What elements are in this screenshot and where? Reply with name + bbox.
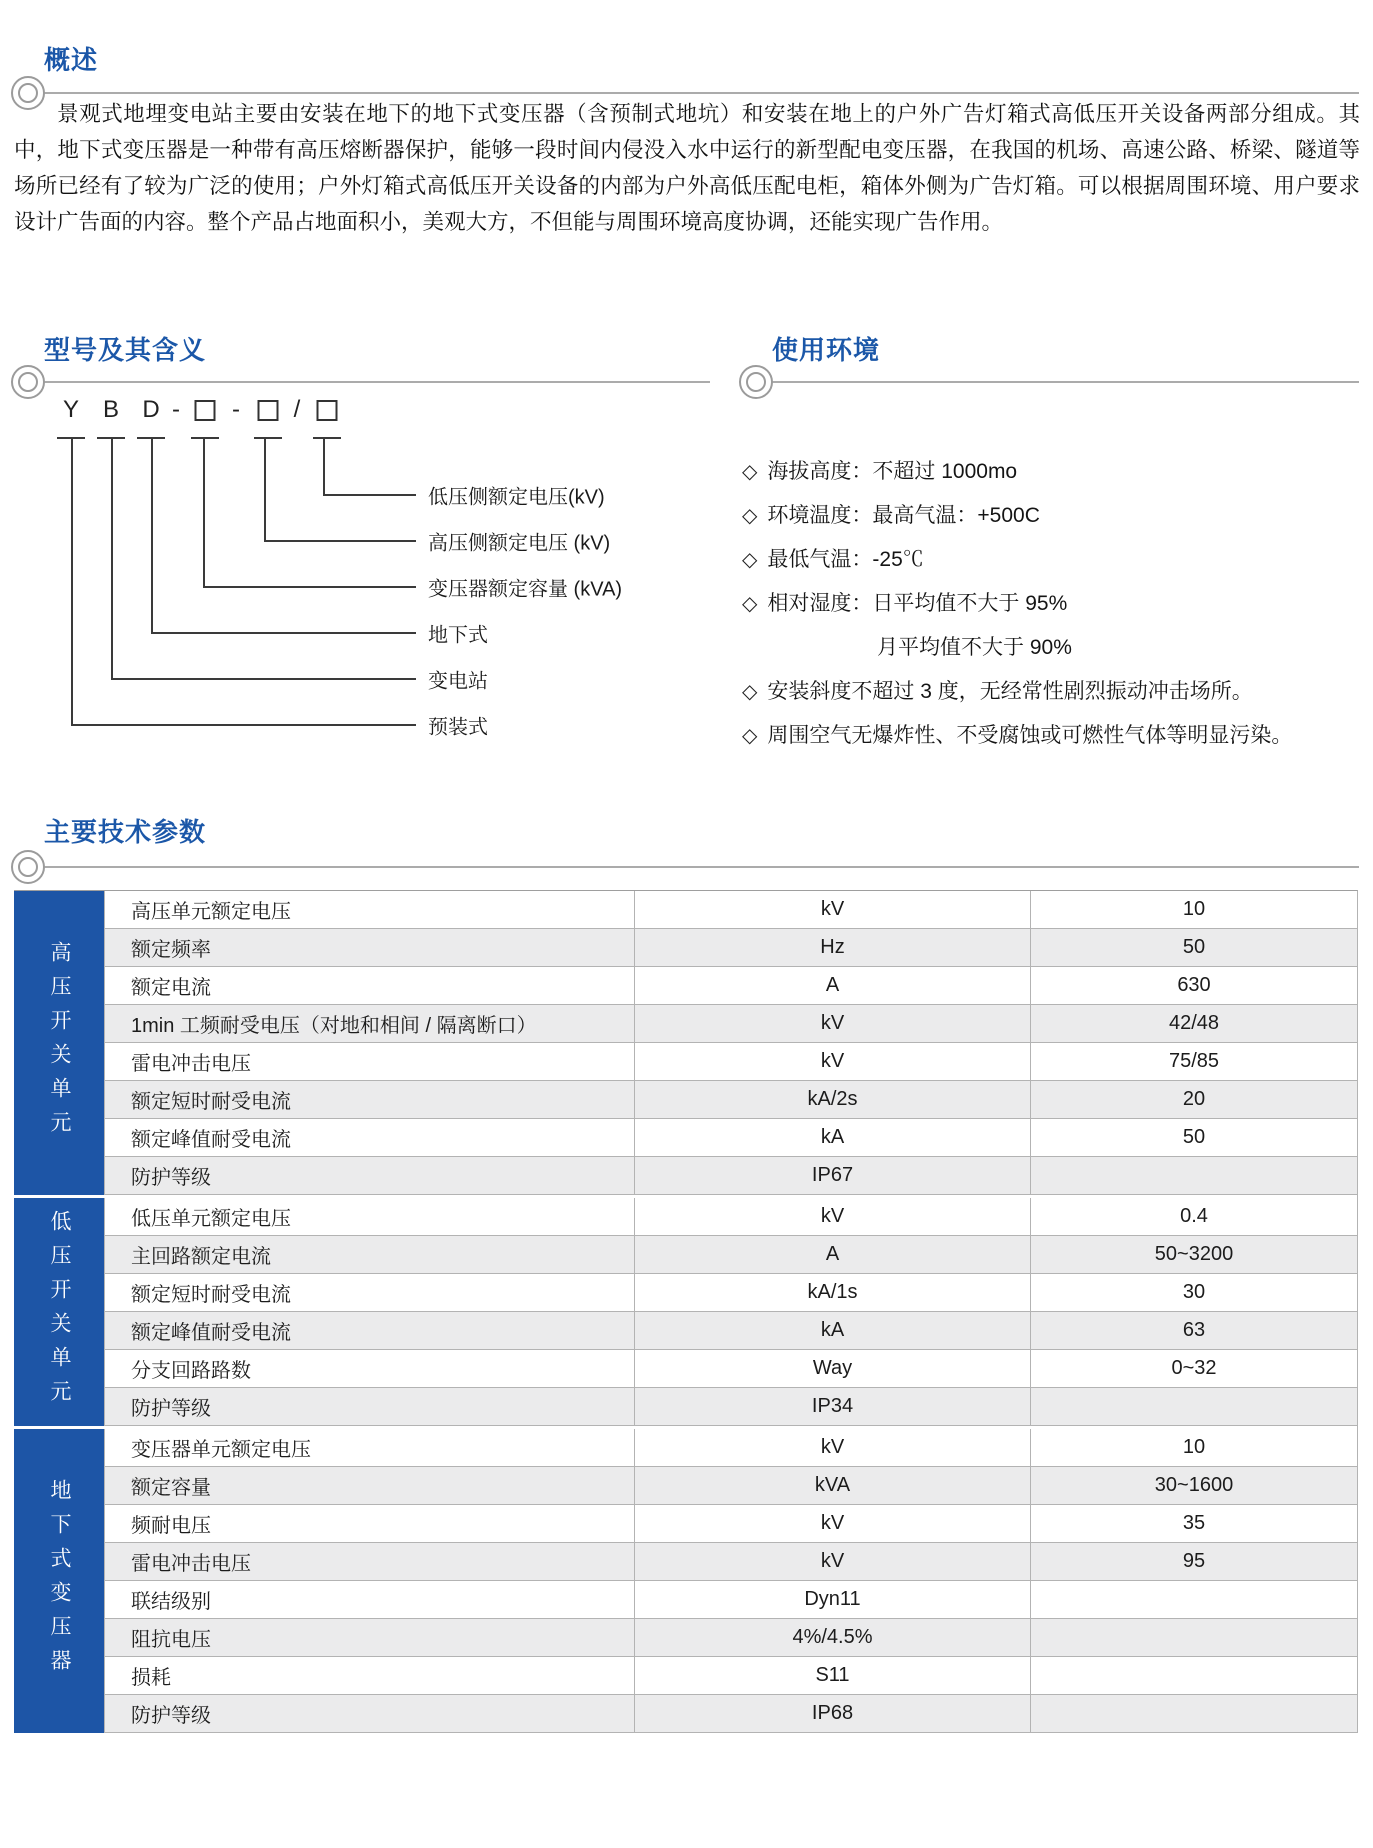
model-connector-line bbox=[71, 724, 416, 726]
value-cell: 30 bbox=[1182, 1281, 1206, 1303]
value-cell bbox=[1031, 1619, 1357, 1656]
diamond-bullet-icon: ◇ bbox=[742, 725, 758, 747]
model-code-label: 地下式 bbox=[428, 624, 488, 647]
table-group-rows bbox=[104, 1429, 1357, 1733]
section-rule bbox=[20, 92, 1359, 94]
table-group-rows bbox=[104, 1198, 1357, 1426]
model-symbol-underline bbox=[313, 437, 341, 439]
section-ring-icon bbox=[739, 365, 773, 399]
table-row bbox=[105, 891, 1357, 929]
model-connector-line bbox=[264, 540, 416, 542]
param-cell: 额定峰值耐受电流 bbox=[105, 1312, 635, 1349]
table-row bbox=[105, 1119, 1357, 1157]
value-cell: 20 bbox=[1182, 1088, 1206, 1110]
param-cell: 阻抗电压 bbox=[105, 1619, 635, 1656]
environment-item-text: 月平均值不大于 90% bbox=[877, 636, 1072, 659]
table-group-label: 地下式变压器 bbox=[14, 1429, 104, 1733]
table-row bbox=[105, 1005, 1357, 1043]
table-row bbox=[105, 1157, 1357, 1195]
model-code-char: - bbox=[232, 396, 240, 423]
unit-cell: IP68 bbox=[635, 1695, 1031, 1732]
model-code-char: Y bbox=[62, 396, 80, 423]
model-title: 型号及其含义 bbox=[44, 335, 207, 365]
value-cell: 0.4 bbox=[1180, 1205, 1208, 1227]
table-group bbox=[14, 1198, 1357, 1426]
value-cell: 75/85 bbox=[1168, 1050, 1220, 1072]
environment-item bbox=[742, 499, 1040, 529]
table-row bbox=[105, 1505, 1357, 1543]
environment-item-text: 海拔高度：不超过 1000mo bbox=[767, 460, 1018, 483]
unit-cell: kA bbox=[635, 1119, 1031, 1156]
section-ring-icon bbox=[11, 365, 45, 399]
parameters-title: 主要技术参数 bbox=[44, 817, 207, 847]
value-cell: 50 bbox=[1182, 1126, 1206, 1148]
unit-cell: kV bbox=[635, 891, 1031, 928]
model-code-label: 高压侧额定电压 (kV) bbox=[428, 532, 611, 555]
model-code-char: D bbox=[142, 396, 160, 423]
environment-item-text: 最低气温：-25℃ bbox=[767, 548, 924, 571]
unit-cell: kV bbox=[635, 1198, 1031, 1235]
model-code-label: 变电站 bbox=[428, 670, 488, 693]
table-row bbox=[105, 1657, 1357, 1695]
table-row bbox=[105, 929, 1357, 967]
value-cell bbox=[1031, 1581, 1357, 1618]
diamond-bullet-icon: ◇ bbox=[742, 593, 758, 615]
param-cell: 雷电冲击电压 bbox=[105, 1543, 635, 1580]
model-connector-line bbox=[203, 586, 416, 588]
model-code-char: / bbox=[293, 396, 301, 423]
param-cell: 防护等级 bbox=[105, 1695, 635, 1732]
unit-cell: A bbox=[635, 967, 1031, 1004]
model-code-box bbox=[258, 400, 279, 421]
table-group-label: 高压开关单元 bbox=[14, 891, 104, 1195]
table-row bbox=[105, 1350, 1357, 1388]
param-cell: 损耗 bbox=[105, 1657, 635, 1694]
parameters-table bbox=[14, 890, 1358, 1733]
diamond-bullet-icon: ◇ bbox=[742, 549, 758, 571]
section-rule bbox=[20, 866, 1359, 868]
environment-item bbox=[742, 587, 1067, 617]
param-cell: 额定容量 bbox=[105, 1467, 635, 1504]
environment-item bbox=[877, 631, 1072, 661]
value-cell: 630 bbox=[1177, 974, 1211, 996]
param-cell: 额定峰值耐受电流 bbox=[105, 1119, 635, 1156]
table-group-label: 低压开关单元 bbox=[14, 1198, 104, 1426]
param-cell: 雷电冲击电压 bbox=[105, 1043, 635, 1080]
value-cell bbox=[1031, 1388, 1357, 1425]
table-row bbox=[105, 1467, 1357, 1505]
unit-cell: kV bbox=[635, 1543, 1031, 1580]
model-connector-line bbox=[264, 438, 266, 540]
unit-cell: Hz bbox=[635, 929, 1031, 966]
param-cell: 频耐电压 bbox=[105, 1505, 635, 1542]
model-connector-line bbox=[71, 438, 73, 724]
diamond-bullet-icon: ◇ bbox=[742, 461, 758, 483]
model-symbol-underline bbox=[254, 437, 282, 439]
value-cell: 30~1600 bbox=[1154, 1474, 1234, 1496]
unit-cell: kA/2s bbox=[635, 1081, 1031, 1118]
table-row bbox=[105, 1619, 1357, 1657]
value-cell bbox=[1031, 1157, 1357, 1194]
table-row bbox=[105, 1236, 1357, 1274]
model-code-char: - bbox=[172, 396, 180, 423]
overview-title: 概述 bbox=[44, 45, 99, 75]
model-code-label: 预装式 bbox=[428, 716, 488, 739]
unit-cell: kV bbox=[635, 1429, 1031, 1466]
table-row bbox=[105, 1388, 1357, 1426]
model-connector-line bbox=[323, 438, 325, 494]
unit-cell: IP34 bbox=[635, 1388, 1031, 1425]
unit-cell: S11 bbox=[635, 1657, 1031, 1694]
model-code-box bbox=[317, 400, 338, 421]
model-code-box bbox=[195, 400, 216, 421]
unit-cell: Way bbox=[635, 1350, 1031, 1387]
environment-item bbox=[742, 455, 1017, 485]
value-cell: 63 bbox=[1182, 1319, 1206, 1341]
environment-item bbox=[742, 543, 924, 573]
model-code-label: 变压器额定容量 (kVA) bbox=[428, 578, 623, 601]
environment-item-text: 环境温度：最高气温：+500C bbox=[767, 504, 1040, 527]
param-cell: 变压器单元额定电压 bbox=[105, 1429, 635, 1466]
section-rule bbox=[20, 381, 710, 383]
table-row bbox=[105, 1429, 1357, 1467]
model-symbol-underline bbox=[191, 437, 219, 439]
model-connector-line bbox=[203, 438, 205, 586]
model-connector-line bbox=[151, 632, 416, 634]
table-group bbox=[14, 891, 1357, 1195]
table-row bbox=[105, 967, 1357, 1005]
diamond-bullet-icon: ◇ bbox=[742, 681, 758, 703]
table-row bbox=[105, 1695, 1357, 1733]
param-cell: 低压单元额定电压 bbox=[105, 1198, 635, 1235]
param-cell: 额定短时耐受电流 bbox=[105, 1274, 635, 1311]
environment-title: 使用环境 bbox=[772, 335, 881, 365]
model-connector-line bbox=[151, 438, 153, 632]
diamond-bullet-icon: ◇ bbox=[742, 505, 758, 527]
param-cell: 高压单元额定电压 bbox=[105, 891, 635, 928]
param-cell: 主回路额定电流 bbox=[105, 1236, 635, 1273]
value-cell: 50 bbox=[1182, 936, 1206, 958]
value-cell bbox=[1031, 1657, 1357, 1694]
unit-cell: Dyn11 bbox=[635, 1581, 1031, 1618]
table-group bbox=[14, 1429, 1357, 1733]
environment-item-text: 相对湿度：日平均值不大于 95% bbox=[767, 592, 1068, 615]
unit-cell: kVA bbox=[635, 1467, 1031, 1504]
overview-paragraph: 景观式地埋变电站主要由安装在地下的地下式变压器（含预制式地坑）和安装在地上的户外广告灯箱式高低压开关设备两部分组成。其中，地下式变压器是一种带有高压熔断器保护，能够一段时间内侵没入水中运行的新型配电变压器，在我国的机场、高速公路、桥梁、隧道等场所已经有了较为广泛的使用；户外灯箱式高低压开关设备的内部为户外高低压配电柜，箱体外侧为广告灯箱。可以根据周围环境、用户要求设计广告面的内容。整个产品占地面积小，美观大方，不但能与周围环境高度协调，还能实现广告作用。 bbox=[14, 102, 1360, 234]
model-connector-line bbox=[323, 494, 416, 496]
param-cell: 1min 工频耐受电压（对地和相间 / 隔离断口） bbox=[105, 1005, 635, 1042]
param-cell: 防护等级 bbox=[105, 1388, 635, 1425]
value-cell bbox=[1031, 1695, 1357, 1732]
model-code-label: 低压侧额定电压(kV) bbox=[428, 486, 605, 509]
environment-item-text: 安装斜度不超过 3 度，无经常性剧烈振动冲击场所。 bbox=[767, 680, 1253, 703]
table-row bbox=[105, 1198, 1357, 1236]
unit-cell: IP67 bbox=[635, 1157, 1031, 1194]
table-row bbox=[105, 1081, 1357, 1119]
section-ring-icon bbox=[11, 850, 45, 884]
param-cell: 额定电流 bbox=[105, 967, 635, 1004]
unit-cell: kA bbox=[635, 1312, 1031, 1349]
unit-cell: kA/1s bbox=[635, 1274, 1031, 1311]
table-row bbox=[105, 1274, 1357, 1312]
param-cell: 分支回路路数 bbox=[105, 1350, 635, 1387]
param-cell: 额定频率 bbox=[105, 929, 635, 966]
value-cell: 95 bbox=[1182, 1550, 1206, 1572]
value-cell: 0~32 bbox=[1171, 1357, 1217, 1379]
unit-cell: A bbox=[635, 1236, 1031, 1273]
param-cell: 联结级别 bbox=[105, 1581, 635, 1618]
model-connector-line bbox=[111, 438, 113, 678]
unit-cell: kV bbox=[635, 1505, 1031, 1542]
value-cell: 50~3200 bbox=[1154, 1243, 1234, 1265]
value-cell: 10 bbox=[1182, 898, 1206, 920]
value-cell: 10 bbox=[1182, 1436, 1206, 1458]
model-connector-line bbox=[111, 678, 416, 680]
table-row bbox=[105, 1312, 1357, 1350]
unit-cell: kV bbox=[635, 1043, 1031, 1080]
value-cell: 35 bbox=[1182, 1512, 1206, 1534]
table-row bbox=[105, 1581, 1357, 1619]
section-rule bbox=[748, 381, 1359, 383]
value-cell: 42/48 bbox=[1168, 1012, 1220, 1034]
table-group-rows bbox=[104, 891, 1357, 1195]
param-cell: 额定短时耐受电流 bbox=[105, 1081, 635, 1118]
unit-cell: kV bbox=[635, 1005, 1031, 1042]
environment-item-text: 周围空气无爆炸性、不受腐蚀或可燃性气体等明显污染。 bbox=[767, 724, 1293, 747]
table-row bbox=[105, 1543, 1357, 1581]
table-row bbox=[105, 1043, 1357, 1081]
model-code-char: B bbox=[102, 396, 120, 423]
param-cell: 防护等级 bbox=[105, 1157, 635, 1194]
environment-item bbox=[742, 675, 1253, 705]
unit-cell: 4%/4.5% bbox=[635, 1619, 1031, 1656]
environment-item bbox=[742, 719, 1292, 749]
